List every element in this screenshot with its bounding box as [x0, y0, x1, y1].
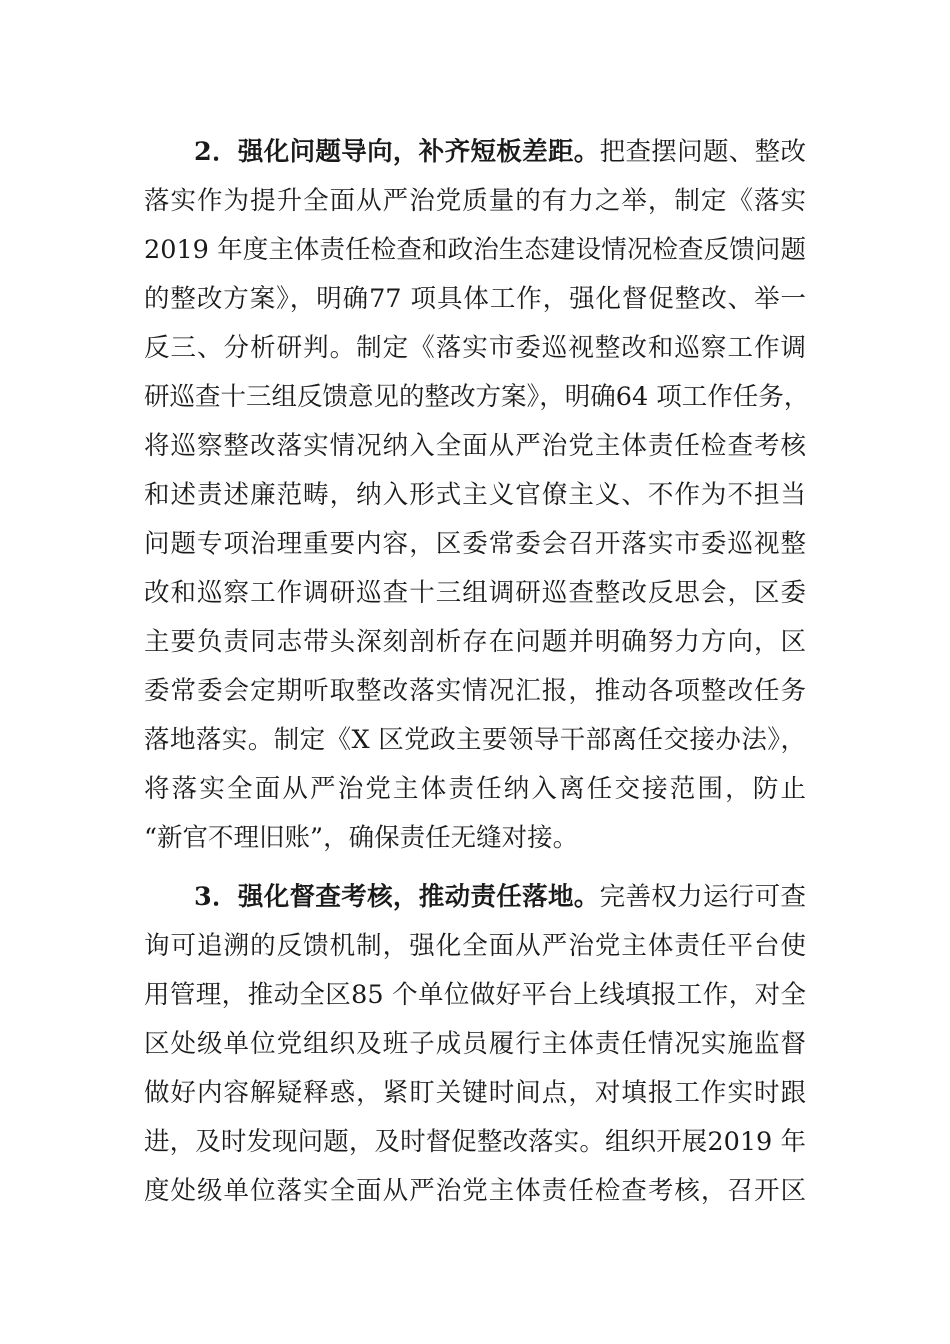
paragraph-2-line-12: 委常委会定期听取整改落实情况汇报，推动各项整改任务	[144, 676, 806, 706]
paragraph-3-line-4: 区处级单位党组织及班子成员履行主体责任情况实施监督	[144, 1029, 806, 1059]
paragraph-2-heading: 2．强化问题导向，补齐短板差距。	[194, 137, 600, 167]
paragraph-2-line-7: 将巡察整改落实情况纳入全面从严治党主体责任检查考核	[144, 431, 806, 461]
paragraph-3-line-3: 用管理，推动全区85 个单位做好平台上线填报工作，对全	[144, 980, 806, 1010]
paragraph-2-line-15: “新官不理旧账”，确保责任无缝对接。	[144, 823, 579, 853]
paragraph-3-heading: 3．强化督查考核，推动责任落地。	[194, 882, 600, 912]
paragraph-2-line-8: 和述责述廉范畴，纳入形式主义官僚主义、不作为不担当	[144, 480, 806, 510]
paragraph-2-line-2: 落实作为提升全面从严治党质量的有力之举，制定《落实	[144, 186, 806, 216]
paragraph-2-line-11: 主要负责同志带头深刻剖析存在问题并明确努力方向，区	[144, 627, 806, 657]
paragraph-2-line-14: 将落实全面从严治党主体责任纳入离任交接范围，防止	[144, 774, 806, 804]
paragraph-2-line-9: 问题专项治理重要内容，区委常委会召开落实市委巡视整	[144, 529, 806, 559]
paragraph-2-text: 把查摆问题、整改	[599, 137, 806, 167]
paragraph-3-text: 完善权力运行可查	[599, 882, 806, 912]
paragraph-2-line-3: 2019 年度主体责任检查和政治生态建设情况检查反馈问题	[144, 235, 806, 265]
paragraph-3-line-7: 度处级单位落实全面从严治党主体责任检查考核，召开区	[144, 1176, 806, 1206]
paragraph-2-line-4: 的整改方案》，明确77 项具体工作，强化督促整改、举一	[144, 284, 806, 314]
paragraph-2-line-5: 反三、分析研判。制定《落实市委巡视整改和巡察工作调	[144, 333, 806, 363]
paragraph-3-line-1	[194, 877, 806, 917]
paragraph-2-line-10: 改和巡察工作调研巡查十三组调研巡查整改反思会，区委	[144, 578, 806, 608]
paragraph-3-line-6: 进，及时发现问题，及时督促整改落实。组织开展2019 年	[144, 1127, 806, 1157]
paragraph-2-line-13: 落地落实。制定《X 区党政主要领导干部离任交接办法》，	[144, 725, 806, 755]
paragraph-2-line-1	[194, 132, 806, 172]
paragraph-2-line-6: 研巡查十三组反馈意见的整改方案》，明确64 项工作任务，	[144, 382, 810, 412]
paragraph-3-line-2: 询可追溯的反馈机制，强化全面从严治党主体责任平台使	[144, 931, 806, 961]
paragraph-3-line-5: 做好内容解疑释惑，紧盯关键时间点，对填报工作实时跟	[144, 1078, 806, 1108]
